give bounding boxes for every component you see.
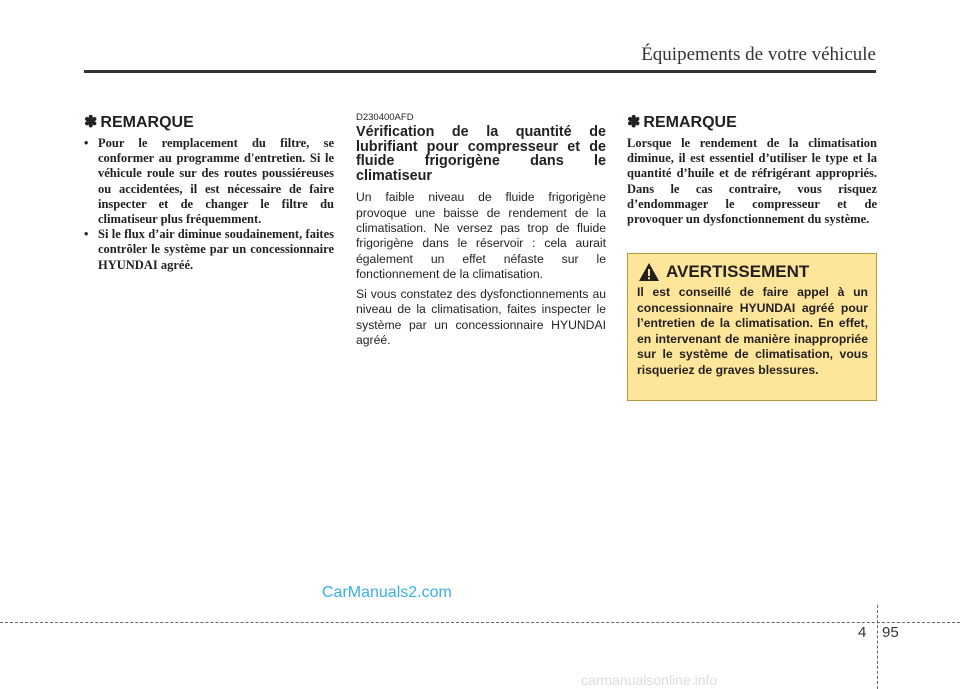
section-code: D230400AFD — [356, 112, 414, 123]
star-icon: ✽ — [627, 114, 641, 131]
page-number: 95 — [882, 624, 899, 641]
note-heading — [627, 112, 877, 132]
note-body: Lorsque le rendement de la climatisation diminue, il est essentiel d’utiliser le type et la quantité d’huile et de réfrigérant appropriés. Dans le cas contraire, vous risquez d’endommager le compresseur et de provoquer un dysfonctionnement du système. — [627, 136, 877, 227]
watermark-link[interactable]: CarManuals2.com — [322, 584, 452, 601]
section-title: Vérification de la quantité de lubrifiant pour compresseur et de fluide frigorigène dans le climatiseur — [356, 124, 606, 184]
footer-divider — [0, 622, 960, 623]
footer-vertical-divider — [877, 605, 878, 689]
chapter-number: 4 — [858, 624, 867, 641]
note-heading — [84, 112, 334, 132]
page-header-title: Équipements de votre véhicule — [641, 44, 876, 65]
bullet-icon: • — [84, 227, 89, 242]
list-item-text: Pour le remplacement du filtre, se conformer au programme d'entretien. Si le véhicule roule sur des routes poussiéreuses ou accidentées, il est nécessaire de faire inspecter et de changer le filtre du climatiseur plus fréquemment. — [98, 136, 334, 227]
list-item — [84, 227, 334, 273]
bullet-icon: • — [84, 136, 89, 150]
section-paragraph: Si vous constatez des dysfonctionnements au niveau de la climatisation, faites inspecter le système par un concessionnaire HYUNDAI agréé. — [356, 287, 606, 348]
footer-site-watermark: carmanualsonline.info — [581, 672, 718, 688]
note-heading-label: REMARQUE — [643, 114, 737, 131]
list-item — [84, 136, 334, 227]
list-item-text: Si le flux d’air diminue soudainement, faites contrôler le système par un concessionnaire HYUNDAI agréé. — [98, 227, 334, 272]
warning-title: AVERTISSEMENT — [666, 262, 810, 281]
note-heading-label: REMARQUE — [100, 114, 194, 131]
note-remarque-oil — [627, 112, 877, 227]
warning-box — [627, 253, 877, 401]
section-lubricant-check — [356, 112, 606, 353]
warning-text: Il est conseillé de faire appel à un concessionnaire HYUNDAI agréé pour l’entretien de la climatisation. En effet, en intervenant de manière inappropriée sur le système de climatisation, vous risqueriez de graves blessures. — [637, 285, 868, 377]
warning-heading — [638, 262, 809, 282]
star-icon: ✽ — [84, 114, 98, 131]
warning-triangle-icon — [638, 262, 660, 282]
note-remarque-filter — [84, 112, 334, 273]
note-bullet-list — [84, 136, 334, 273]
section-paragraph: Un faible niveau de fluide frigorigène provoque une baisse de rendement de la climatisation. Ne versez pas trop de fluide frigorigène dans le réservoir : cela aurait également un effet néfaste sur le fonctionnement de la climatisation. — [356, 190, 606, 281]
header-divider — [84, 70, 876, 73]
